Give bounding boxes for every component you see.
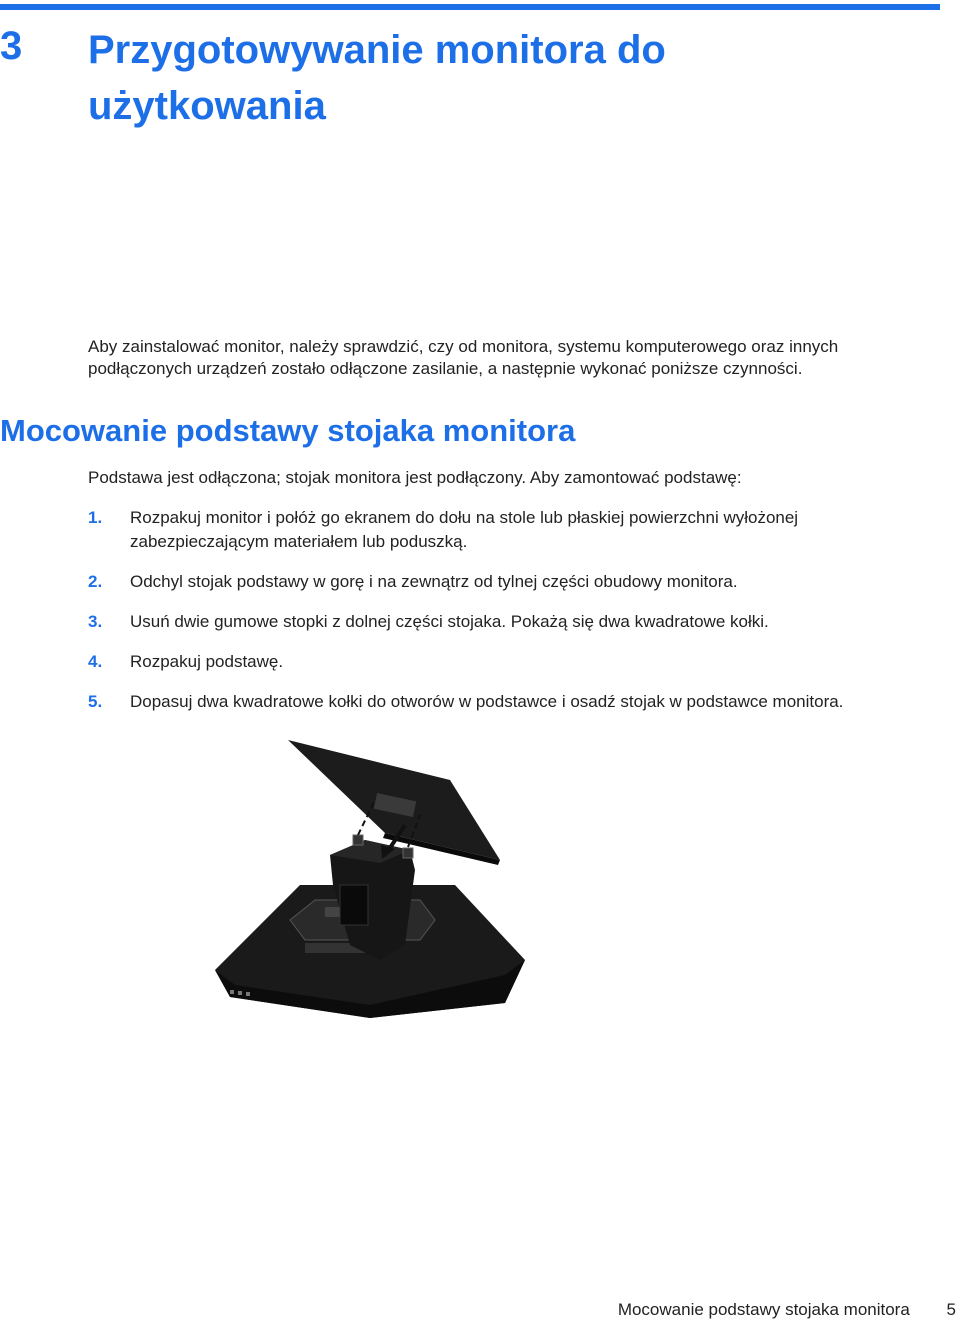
top-rule bbox=[0, 4, 940, 10]
steps-list bbox=[88, 506, 908, 730]
step-number: 5. bbox=[88, 692, 103, 711]
page-number: 5 bbox=[946, 1300, 956, 1319]
chapter-number: 3 bbox=[0, 24, 23, 68]
square-peg bbox=[353, 835, 363, 845]
step-number: 1. bbox=[88, 508, 103, 527]
square-peg bbox=[403, 848, 413, 858]
section-title: Mocowanie podstawy stojaka monitora bbox=[0, 413, 576, 448]
footer-title: Mocowanie podstawy stojaka monitora bbox=[617, 1300, 910, 1319]
step-text: Dopasuj dwa kwadratowe kołki do otworów w podstawce i osadź stojak w podstawce monitora. bbox=[130, 692, 844, 711]
step-number: 2. bbox=[88, 572, 103, 591]
step-text: Odchyl stojak podstawy w gorę i na zewnątrz od tylnej części obudowy monitora. bbox=[130, 572, 738, 591]
step-item bbox=[88, 690, 908, 714]
step-item bbox=[88, 650, 908, 674]
section-lead: Podstawa jest odłączona; stojak monitora jest podłączony. Aby zamontować podstawę: bbox=[88, 468, 742, 487]
page-footer bbox=[0, 1298, 960, 1322]
step-number: 4. bbox=[88, 652, 103, 671]
step-item bbox=[88, 570, 908, 594]
step-number: 3. bbox=[88, 612, 103, 631]
step-item bbox=[88, 610, 908, 634]
step-text: Rozpakuj podstawę. bbox=[130, 652, 284, 671]
step-text: Rozpakuj monitor i połóż go ekranem do dołu na stole lub płaskiej powierzchni wyłożonej zabezpieczającym materiałem lub poduszką. bbox=[130, 508, 799, 551]
chapter-title: Przygotowywanie monitora do użytkowania bbox=[88, 28, 666, 128]
monitor-stand-illustration bbox=[205, 735, 540, 1020]
step-text: Usuń dwie gumowe stopki z dolnej części stojaka. Pokażą się dwa kwadratowe kołki. bbox=[130, 612, 769, 631]
intro-paragraph: Aby zainstalować monitor, należy sprawdzić, czy od monitora, systemu komputerowego oraz innych podłączonych urządzeń zostało odłączone zasilanie, a następnie wykonać poniższe czynności. bbox=[88, 337, 839, 378]
step-item bbox=[88, 506, 908, 554]
